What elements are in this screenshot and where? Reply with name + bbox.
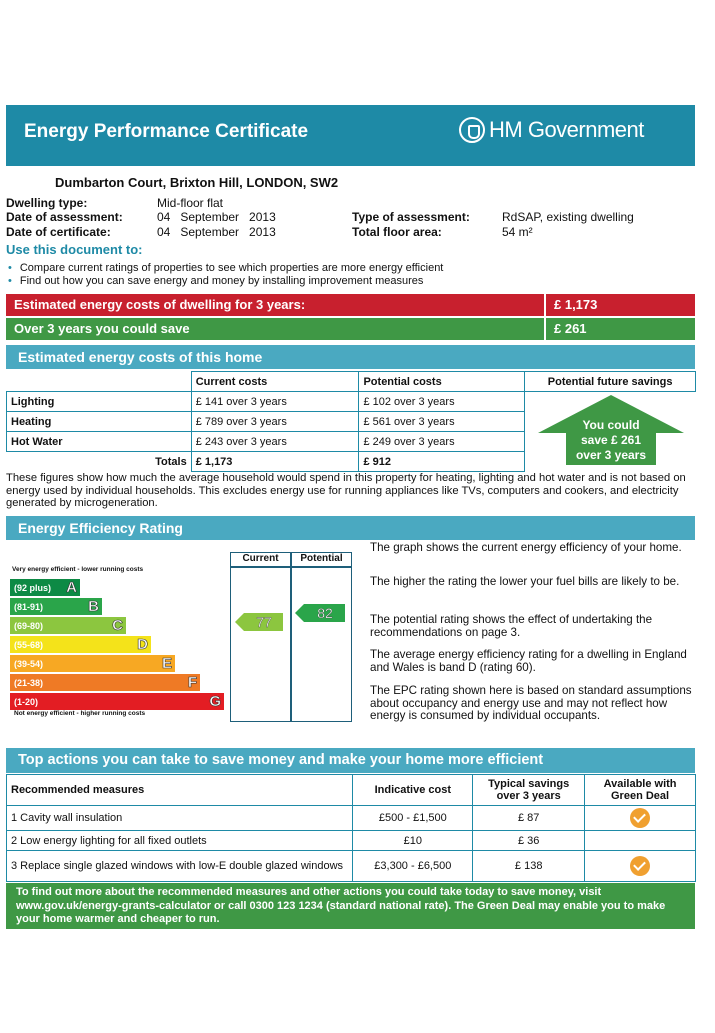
band-letter: A (66, 579, 77, 596)
savings-bar (6, 318, 695, 340)
green-deal-cell (585, 851, 696, 882)
band-letter: E (161, 655, 172, 672)
dwelling-type-label: Dwelling type: (6, 196, 88, 210)
hm-government-logo (459, 117, 644, 143)
use-bullet: • Compare current ratings of properties to see which properties are more energy efficient (8, 262, 444, 274)
band-range: (39-54) (14, 659, 44, 669)
top-caption: Very energy efficient - lower running costs (12, 566, 144, 573)
cost-cell: £3,300 - £6,500 (353, 851, 473, 882)
row-label: Hot Water (7, 432, 192, 452)
rating-band-b (10, 598, 102, 615)
use-bullet: • Find out how you can save energy and money by installing improvement measures (8, 275, 424, 287)
footer-text: To find out more about the recommended measures and other actions you could take today to save money, visit www.gov.uk/energy-grants-calculator or call 0300 123 1234 (standard national rate). The Green Deal may enable you to make your home warmer and cheaper to run. (16, 886, 666, 925)
savings-value: £ 261 (554, 321, 587, 336)
rating-band-d (10, 636, 151, 653)
col-indicative-cost: Indicative cost (353, 775, 473, 806)
current-column (230, 552, 291, 722)
row-label: Heating (7, 412, 192, 432)
band-range: (55-68) (14, 640, 44, 650)
rating-band-a (10, 579, 80, 596)
row-label: Lighting (7, 392, 192, 412)
actions-header-row (7, 775, 696, 806)
current-cost-cell: £ 243 over 3 years (191, 432, 359, 452)
green-deal-check-icon (630, 808, 650, 828)
crest-icon (459, 117, 485, 143)
cost-cell: £500 - £1,500 (353, 806, 473, 831)
col-future-savings: Potential future savings (525, 372, 696, 392)
totals-label: Totals (7, 452, 192, 472)
rating-band-f (10, 674, 200, 691)
floor-area-label: Total floor area: (352, 225, 442, 239)
costs-note: These figures show how much the average household would spend in this property for heating, lighting and hot water and is not based on energy used by individual households. This excludes energy use for running appliances like TVs, computers and cookers, and electricity generated by microgeneration. (6, 472, 686, 509)
eer-paragraph: The graph shows the current energy efficiency of your home. (370, 541, 682, 554)
type-assessment-label: Type of assessment: (352, 210, 470, 224)
band-letter: B (88, 598, 99, 615)
green-deal-cell (585, 831, 696, 851)
saving-cell: £ 36 (473, 831, 585, 851)
date-assessment-value: 04 September 2013 (157, 210, 276, 224)
potential-column (291, 552, 352, 722)
band-letter: D (137, 636, 148, 653)
current-rating-value: 77 (256, 614, 272, 630)
potential-cost-cell: £ 561 over 3 years (359, 412, 525, 432)
use-document-title: Use this document to: (6, 242, 143, 257)
table-row (7, 831, 696, 851)
hm-government-text: HM Government (489, 117, 644, 142)
col-potential-costs: Potential costs (359, 372, 525, 392)
current-column-label: Current (242, 553, 279, 564)
col-current-costs: Current costs (191, 372, 359, 392)
saving-cell: £ 138 (473, 851, 585, 882)
actions-table (6, 774, 696, 882)
measure-cell: 2 Low energy lighting for all fixed outlets (7, 831, 353, 851)
green-deal-cell (585, 806, 696, 831)
dwelling-type-value: Mid-floor flat (157, 196, 224, 210)
measure-cell: 3 Replace single glazed windows with low-E double glazed windows (7, 851, 353, 882)
savings-label: Over 3 years you could save (14, 321, 190, 336)
band-range: (81-91) (14, 602, 44, 612)
estimated-costs-label: Estimated energy costs of dwelling for 3 years: (14, 297, 306, 312)
date-assessment-label: Date of assessment: (6, 210, 123, 224)
potential-column-label: Potential (300, 553, 343, 564)
floor-area-value: 54 m² (502, 225, 533, 239)
property-address: Dumbarton Court, Brixton Hill, LONDON, SW2 (55, 175, 339, 190)
measure-cell: 1 Cavity wall insulation (7, 806, 353, 831)
estimated-costs-bar (6, 294, 695, 316)
potential-cost-cell: £ 249 over 3 years (359, 432, 525, 452)
cost-cell: £10 (353, 831, 473, 851)
estimated-costs-value: £ 1,173 (554, 297, 598, 312)
eer-paragraph: The average energy efficiency rating for a dwelling in England and Wales is band D (rating 60). (370, 648, 687, 674)
col-typical-savings: Typical savings over 3 years (473, 775, 585, 806)
band-range: (92 plus) (14, 583, 52, 593)
col-green-deal: Available with Green Deal (585, 775, 696, 806)
totals-current: £ 1,173 (191, 452, 359, 472)
band-range: (69-80) (14, 621, 44, 631)
rating-band-g (10, 693, 224, 710)
current-cost-cell: £ 789 over 3 years (191, 412, 359, 432)
green-deal-check-icon (630, 856, 650, 876)
date-certificate-value: 04 September 2013 (157, 225, 276, 239)
actions-section-header: Top actions you can take to save money and make your home more efficient (6, 748, 695, 773)
efficiency-section-header: Energy Efficiency Rating (6, 516, 695, 540)
savings-arrow (538, 395, 684, 465)
eer-paragraph: The EPC rating shown here is based on standard assumptions about occupancy and energy use and may not reflect how energy is consumed by individual occupants. (370, 684, 692, 722)
band-range: (1-20) (14, 697, 39, 707)
rating-band-e (10, 655, 175, 672)
current-rating-arrow (235, 613, 283, 636)
current-cost-cell: £ 141 over 3 years (191, 392, 359, 412)
footer-banner (6, 883, 695, 929)
potential-rating-arrow (295, 604, 345, 627)
costs-section-header: Estimated energy costs of this home (6, 345, 695, 369)
arrow-line-1: You could (582, 418, 640, 432)
band-range: (21-38) (14, 678, 44, 688)
rating-band-c (10, 617, 126, 634)
band-letter: C (112, 617, 123, 634)
rating-chart (6, 552, 346, 724)
bottom-caption: Not energy efficient - higher running costs (14, 710, 146, 717)
band-letter: G (209, 693, 221, 710)
saving-cell: £ 87 (473, 806, 585, 831)
date-certificate-label: Date of certificate: (6, 225, 111, 239)
costs-header-row (7, 372, 696, 392)
up-arrow-icon (538, 395, 684, 465)
table-row (7, 851, 696, 882)
certificate-title: Energy Performance Certificate (24, 121, 309, 142)
eer-paragraph: The potential rating shows the effect of undertaking the recommendations on page 3. (370, 613, 653, 639)
band-letter: F (187, 674, 197, 691)
table-row (7, 806, 696, 831)
arrow-line-2: save £ 261 (580, 433, 642, 447)
eer-paragraph: The higher the rating the lower your fuel bills are likely to be. (370, 575, 680, 588)
type-assessment-value: RdSAP, existing dwelling (502, 210, 634, 224)
arrow-line-3: over 3 years (575, 448, 647, 462)
potential-cost-cell: £ 102 over 3 years (359, 392, 525, 412)
potential-rating-value: 82 (317, 605, 333, 621)
totals-potential: £ 912 (359, 452, 525, 472)
col-measures: Recommended measures (7, 775, 353, 806)
